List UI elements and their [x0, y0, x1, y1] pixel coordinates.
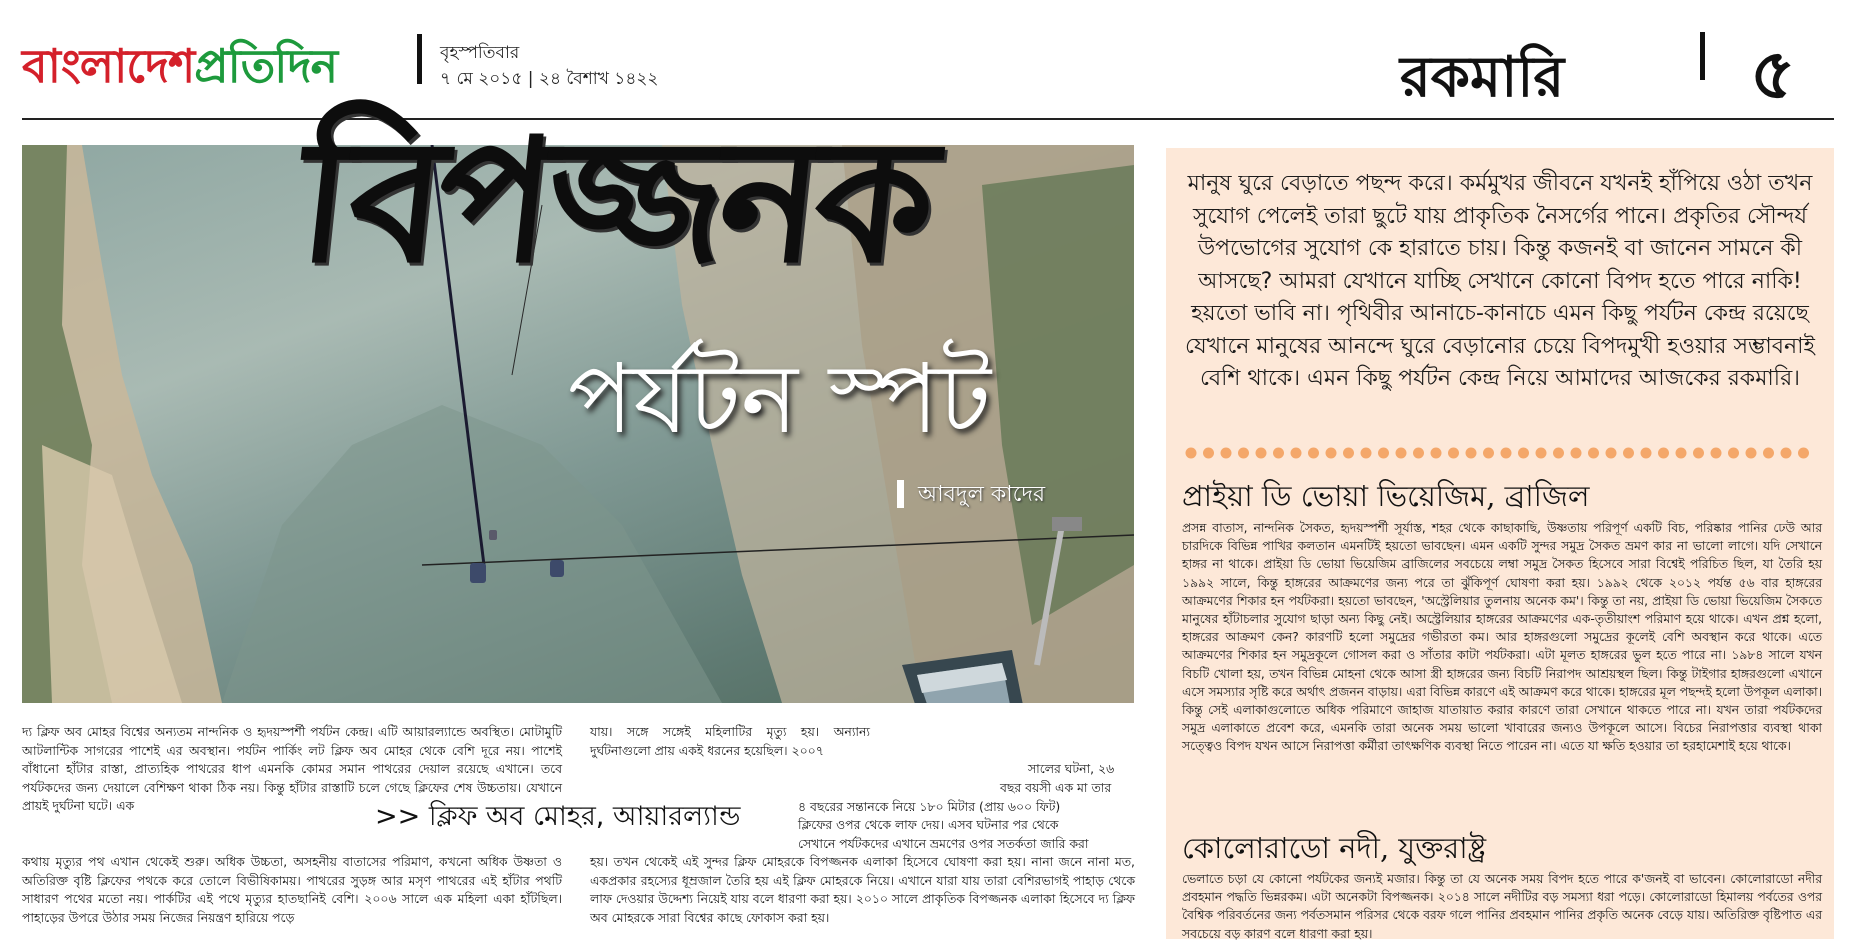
separator-dot	[1291, 448, 1302, 459]
cliff-line-5: সেখানে পর্যটকদের এখানে ভ্রমণের ওপর সতর্কতা জারি করা	[798, 836, 1089, 851]
cliff-line-4: ক্লিফের ওপর থেকে লাফ দেয়। এসব ঘটনার পর থেকে	[798, 817, 1059, 832]
headline: বিপজ্জনক	[290, 101, 940, 301]
cable-car-icon	[892, 635, 1032, 703]
cliff-line-3: ৪ বছরের সন্তানকে নিয়ে ১৮০ মিটার (প্রায় ৬০০ ফিট)	[798, 799, 1061, 814]
separator-dot	[1606, 448, 1617, 459]
logo-part-red: বাংলাদেশ	[22, 39, 195, 93]
separator-dot	[1431, 448, 1442, 459]
brazil-heading: প্রাইয়া ডি ভোয়া ভিয়েজিম, ব্রাজিল	[1182, 479, 1590, 513]
page-number: ৫	[1750, 32, 1796, 115]
date-line: ৭ মে ২০১৫ | ২৪ বৈশাখ ১৪২২	[440, 69, 659, 89]
subheadline: পর্যটন স্পট	[568, 343, 992, 455]
separator-dot	[1448, 448, 1459, 459]
separator-dot	[1361, 448, 1372, 459]
separator-dot	[1413, 448, 1424, 459]
intro-paragraph: মানুষ ঘুরে বেড়াতে পছন্দ করে। কর্মমুখর জীবনে যখনই হাঁপিয়ে ওঠা তখন সুযোগ পেলেই তারা ছুটে যায় প্রাকৃতিক নৈসর্গের পানে। প্রকৃতির সৌন্দর্য উপভোগের সুযোগ কে হারাতে চায়। কিন্তু কজনই বা জানেন সামনে কী আসছে? আমরা যেখানে যাচ্ছি সেখানে কোনো বিপদ হতে পারে নাকি! হয়তো ভাবি না। পৃথিবীর আনাচে-কানাচে এমন কিছু পর্যটন কেন্দ্র রয়েছে যেখানে মানুষের আনন্দে ঘুরে বেড়ানোর চেয়ে বিপদমুখী হওয়ার সম্ভাবনাই বেশি থাকে। এমন কিছু পর্যটন কেন্দ্র নিয়ে আমাদের আজকের রকমারি।	[1185, 171, 1815, 391]
separator-dot	[1501, 448, 1512, 459]
newspaper-logo	[22, 32, 337, 108]
separator-dot	[1588, 448, 1599, 459]
cliff-column-1a: দ্য ক্লিফ অব মোহর বিশ্বের অন্যতম নান্দনিক ও হৃদয়স্পর্শী পর্যটন কেন্দ্র। এটি আয়ারল্যান্ডে অবস্থিত। মোটামুটি আটলান্টিক সাগরের পাশেই এর অবস্থান। পর্যটন পার্কিং লট ক্লিফ অব মোহর থেকে বেশি দূরে নয়। পাশেই বাঁধানো হাঁটার রাস্তা, প্রাত্যহিক পাথরের ধাপ এমনকি কোমর সমান পাথরের দেয়াল রয়েছে এখানে। তবে পর্যটকদের জন্য দেয়ালে বেশিক্ষণ থাকা ঠিক নয়। কিন্তু হাঁটার রাস্তাটি চলে গেছে ক্লিফের শেষ উচ্চতায়। যেখানে প্রায়ই দুর্ঘটনা ঘটে। এক	[22, 724, 562, 814]
separator-dot	[1378, 448, 1389, 459]
logo-part-green: প্রতিদিন	[194, 39, 338, 93]
separator-dot	[1518, 448, 1529, 459]
separator-dot	[1781, 448, 1792, 459]
separator-dot	[1186, 448, 1197, 459]
separator-dot	[1641, 448, 1652, 459]
weekday: বৃহস্পতিবার	[440, 43, 520, 63]
separator-dot	[1308, 448, 1319, 459]
separator-dot	[1203, 448, 1214, 459]
cliff-line-1: সালের ঘটনা, ২৬	[1028, 761, 1115, 776]
separator-dot	[1763, 448, 1774, 459]
dotted-separator	[1184, 446, 1812, 460]
separator-dot	[1658, 448, 1669, 459]
separator-dot	[1571, 448, 1582, 459]
separator-dot	[1343, 448, 1354, 459]
page-number-divider	[1700, 32, 1705, 80]
section-title: রকমারি	[1400, 44, 1565, 110]
cliff-heading: >> ক্লিফ অব মোহর, আয়ারল্যান্ড	[375, 801, 741, 832]
separator-dot	[1256, 448, 1267, 459]
byline-marker	[897, 480, 904, 508]
brazil-body: প্রসন্ন বাতাস, নান্দনিক সৈকত, হৃদয়স্পর্শী সূর্যাস্ত, শহর থেকে কাছাকাছি, উষ্ণতায় পরিপূর্ণ একটি বিচ, পরিষ্কার পানির ঢেউ আর চারদিকে বিভিন্ন পাখির কলতান এমনটিই হয়তো ভাবছেন। এমন একটি সুন্দর সমুদ্র সৈকত ভ্রমণ কার না ভালো লাগে। যদি সেখানে হাঙ্গর না থাকে। প্রাইয়া ডি ভোয়া ভিয়েজিম ব্রাজিলের সবচেয়ে লম্বা সমুদ্র সৈকত হিসেবে সারা বিশ্বেই পরিচিত ছিল, যা তৈরি হয় ১৯৯২ সালে, কিন্তু হাঙ্গরের আক্রমণের জন্য পরে তা ঝুঁকিপূর্ণ ঘোষণা করা হয়। ১৯৯২ থেকে ২০১২ পর্যন্ত ৫৬ বার হাঙ্গরের আক্রমণের শিকার হন পর্যটকরা। হয়তো ভাবছেন, 'অস্ট্রেলিয়ার তুলনায় অনেক কম'। কিন্তু তা নয়, প্রাইয়া ডি ভোয়া ভিয়েজিম সৈকতে মানুষের হাঁটাচলার সুযোগ ছাড়া অন্য কিছু নেই। অস্ট্রেলিয়ার হাঙ্গরের আক্রমণের এক-তৃতীয়াংশ পরিমাণ হয়ে থাকে। এখন প্রশ্ন হলো, হাঙ্গরের আক্রমণ কেন? কারণটি হলো সমুদ্রের গভীরতা কম। আর হাঙ্গরগুলো সমুদ্রের কূলেই বেশি অবস্থান করে থাকে। এতে আক্রমণের শিকার হন সমুদ্রকূলে গোসল করা ও সাঁতার কাটা পর্যটকরা। এটা মূলত হাঙ্গরের ভুল হতে পারে না। ১৯৮৪ সালে যখন বিচটি খোলা হয়, তখন বিভিন্ন মোহনা থেকে আসা স্ত্রী হাঙ্গরের জন্য বিচটি নিরাপদ আশ্রয়স্থল ছিল। কিন্তু টাইগার হাঙ্গরগুলো এখানে এসে সমস্যার সৃষ্টি করে অর্থাৎ প্রজনন বাড়ায়। এরা বিভিন্ন কারণে এই আক্রমণ করে থাকে। হাঙ্গরের মূল পছন্দই হলো উপকূল এলাকা। কিন্তু সেই এলাকাগুলোতে অধিক পরিমাণে জাহাজ যাতায়াত করার কারণে তারা সেখানে থাকতে পারে না। যখন তারা পর্যটকদের সমুদ্র এলাকাতে প্রবেশ করে, এমনকি তারা অনেক সময় ভালো খাবারের জন্যও উপকূলে আসে। বিচের নিরাপত্তার ব্যবস্থা থাকা সত্ত্বেও বিপদ যখন আসে নিরাপত্তা কর্মীরা তাৎক্ষণিক ব্যবস্থা নিতে পারেন না। এতে যা ক্ষতি হওয়ার তা হরহামেশাই হয়ে থাকে।	[1182, 521, 1822, 754]
separator-dot	[1676, 448, 1687, 459]
separator-dot	[1536, 448, 1547, 459]
separator-dot	[1483, 448, 1494, 459]
separator-dot	[1466, 448, 1477, 459]
cliff-column-2a: যায়। সঙ্গে সঙ্গেই মহিলাটির মৃত্যু হয়। অন্যান্য দুর্ঘটনাগুলো প্রায় একই ধরনের হয়েছিল। ২০০৭	[590, 724, 870, 758]
cliff-column-2b: হয়। তখন থেকেই এই সুন্দর ক্লিফ মোহরকে বিপজ্জনক এলাকা হিসেবে ঘোষণা করা হয়। নানা জনে নানা মত, একপ্রকার রহস্যের ধূম্রজাল তৈরি হয় এই ক্লিফ মোহরকে নিয়ে। এখানে যারা যায় তারা বেশিরভাগই পাহাড় থেকে লাফ দেওয়ার উদ্দেশ্য নিয়েই যায় বলে ধারণা করা হয়। ২০১০ সালে প্রাকৃতিক বিপজ্জনক এলাকা হিসেবে দ্য ক্লিফ অব মোহরকে সারা বিশ্বের কাছে ফোকাস করা হয়।	[590, 854, 1135, 925]
separator-dot	[1728, 448, 1739, 459]
cliff-column-1b: কথায় মৃত্যুর পথ এখান থেকেই শুরু। অধিক উচ্চতা, অসহনীয় বাতাসের পরিমাণ, কখনো অধিক উষ্ণতা ও অতিরিক্ত বৃষ্টি ক্লিফের পথকে করে তোলে বিভীষিকাময়। পাথরের সুড়ঙ্গ আর মসৃণ পাথরের এই হাঁটার পথটি সাধারণ পথের মতো নয়। পার্কটির এই পথে মৃত্যুর হাতছানিই বেশি। ২০০৬ সালে এক মহিলা একা হাঁটছিল। পাহাড়ের উপরে উঠার সময় নিজের নিয়ন্ত্রণ হারিয়ে পড়ে	[22, 854, 562, 925]
separator-dot	[1273, 448, 1284, 459]
separator-dot	[1798, 448, 1809, 459]
separator-dot	[1221, 448, 1232, 459]
colorado-heading: কোলোরাডো নদী, যুক্তরাষ্ট্র	[1182, 831, 1487, 865]
separator-dot	[1238, 448, 1249, 459]
separator-dot	[1326, 448, 1337, 459]
separator-dot	[1553, 448, 1564, 459]
colorado-body: ভেলাতে চড়া যে কোনো পর্যটকের জন্যই মজার। কিন্তু তা যে অনেক সময় বিপদ হতে পারে ক'জনই বা ভাবেন। কোলোরাডো নদীর প্রবহমান পদ্ধতি ভিন্নরকম। এটা অনেকটা বিপজ্জনক। ২০১৪ সালে নদীটির বড় সমস্যা ধরা পড়ে। কোলোরাডো হিমালয় পর্বতের ওপর বৈশ্বিক পরিবর্তনের জন্য পর্বতসমান পরিসর থেকে বরফ গলে পানির প্রবহমান পানির প্রকৃতি অনেক বেড়ে যায়। অতিরিক্ত বৃষ্টিপাত এর সবচেয়ে বড় কারণ বলে ধারণা করা হয়।	[1182, 872, 1822, 941]
separator-dot	[1396, 448, 1407, 459]
separator-dot	[1746, 448, 1757, 459]
separator-dot	[1693, 448, 1704, 459]
separator-dot	[1711, 448, 1722, 459]
separator-dot	[1623, 448, 1634, 459]
byline: আবদুল কাদের	[918, 482, 1046, 507]
cliff-line-2: বছর বয়সী এক মা তার	[1000, 780, 1112, 795]
